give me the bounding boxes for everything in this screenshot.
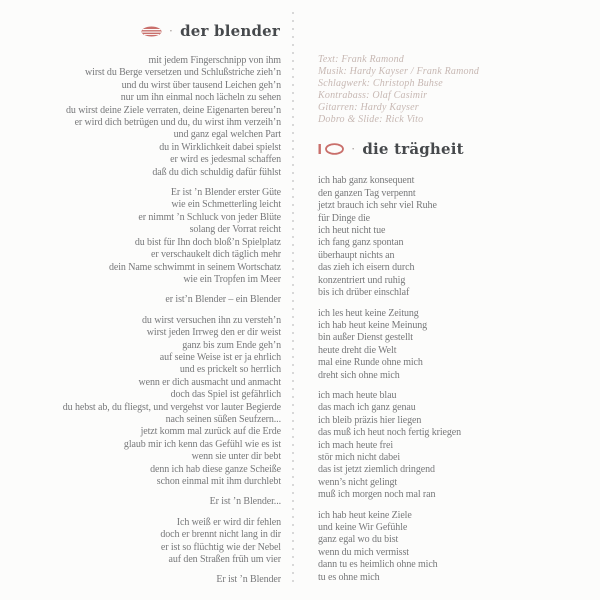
text-line: ganz bis zum Ende geh’n (182, 339, 281, 351)
text-line: wirst jeden Irrweg den er dir weist (146, 327, 281, 339)
text-line: auf den Straßen früh um vier (168, 554, 281, 566)
title-separator: · (351, 141, 356, 157)
text-line: nach seinen süßen Seufzern... (165, 413, 281, 425)
text-line: wirst du Berge versetzen und Schlußstriche zieh’n (85, 67, 281, 79)
text-line: wenn er dich ausmacht und anmacht (138, 376, 281, 388)
song-section-die-traegheit (318, 54, 584, 584)
text-line: ich bleib präzis hier liegen (318, 414, 422, 426)
text-line: wenn’s nicht gelingt (318, 476, 398, 488)
text-line: wie ein Tropfen im Meer (183, 273, 281, 285)
text-line: auf seine Weise ist er ja ehrlich (159, 351, 281, 363)
stanza (0, 496, 281, 508)
ring-and-bar-icon (318, 143, 344, 155)
stanza (318, 510, 584, 584)
song-section-der-blender (0, 22, 281, 587)
text-line: tu es ohne mich (318, 571, 380, 583)
text-line: für Dinge die (318, 212, 371, 224)
text-line: ich mach heute frei (318, 439, 394, 451)
text-line: er nimmt ’n Schluck von jeder Blüte (138, 211, 281, 223)
text-line: du wirst deine Ziele verraten, deine Eigenarten bereu’n (66, 104, 281, 116)
text-line: ich hab heut keine Ziele (318, 509, 412, 521)
text-line: jetzt brauch ich sehr viel Ruhe (318, 200, 437, 212)
text-line: ich hab ganz konsequent (318, 175, 415, 187)
text-line: du hebst ab, du fliegst, und vergehst vor lauter Begierde (62, 401, 281, 413)
text-line: Text: Frank Ramond (318, 54, 404, 65)
stanza (0, 55, 281, 179)
text-line: ich hab heut keine Meinung (318, 319, 428, 331)
stanza (0, 315, 281, 489)
striped-ellipse-icon (141, 26, 162, 37)
stanza (0, 294, 281, 306)
text-line: wenn du mich vermisst (318, 546, 409, 558)
text-line: und es prickelt so herrlich (179, 364, 281, 376)
text-line: dann tu es heimlich ohne mich (318, 559, 438, 571)
text-line: solang der Vorrat reicht (189, 224, 281, 236)
text-line: heute dreht die Welt (318, 344, 397, 356)
text-line: du in Wirklichkeit dabei spielst (159, 141, 281, 153)
text-line: mit jedem Fingerschnipp von ihm (148, 55, 281, 66)
text-line: nur um ihn einmal noch lächeln zu sehen (120, 92, 281, 104)
dotted-divider (292, 12, 294, 588)
title-separator: · (168, 23, 174, 38)
text-line: bin außer Dienst gestellt (318, 332, 413, 344)
stanza (318, 175, 584, 299)
song-header-der-blender (0, 22, 281, 40)
lyrics-die-traegheit (318, 175, 584, 584)
text-line: schon einmal mit ihm durchlebt (156, 476, 281, 487)
text-line: Dobro & Slide: Rick Vito (318, 113, 424, 125)
text-line: und ganz egal welchen Part (173, 129, 281, 141)
text-line: denn ich hab diese ganze Scheiße (150, 463, 281, 475)
text-line: konzentriert und ruhig (318, 274, 406, 286)
text-line: jetzt komm mal zurück auf die Erde (140, 426, 281, 438)
text-line: und keine Wir Gefühle (318, 522, 408, 533)
text-line: den ganzen Tag verpennt (318, 187, 416, 199)
text-line: Schlagwerk: Christoph Buhse (318, 77, 443, 89)
text-line: mal eine Runde ohne mich (318, 357, 423, 369)
song-title-der-blender: der blender (180, 22, 280, 40)
text-line: ich les heut keine Zeitung (318, 307, 419, 319)
text-line: dreht sich ohne mich (318, 369, 400, 381)
text-line: er wird es jedesmal schaffen (170, 154, 281, 166)
stanza (318, 308, 584, 382)
text-line: das mach ich ganz genau (318, 402, 416, 414)
text-line: Er ist ’n Blender (216, 574, 281, 586)
song-header-die-traegheit (318, 140, 584, 158)
text-line: Ich weiß er wird dir fehlen (176, 516, 281, 528)
text-line: wenn sie unter dir bebt (191, 451, 281, 463)
text-line: ich mach heute blau (318, 389, 397, 401)
text-line: Er ist ’n Blender erster Güte (170, 187, 281, 199)
text-line: ich heut nicht tue (318, 225, 386, 237)
text-line: glaub mir ich kenn das Gefühl wie es ist (123, 438, 281, 450)
text-line: ganz egal wo du bist (318, 534, 399, 546)
text-line: ich fang ganz spontan (318, 237, 404, 249)
text-line: er wird dich betrügen und du, du wirst ihm verzeih’n (74, 117, 281, 129)
text-line: und du wirst über tausend Leichen geh’n (121, 79, 281, 91)
text-line: du bist für Ihn doch bloß’n Spielplatz (134, 236, 281, 248)
stanza (0, 187, 281, 286)
text-line: Musik: Hardy Kayser / Frank Ramond (318, 65, 480, 77)
credits-list (318, 54, 584, 125)
text-line: das muß ich heut noch fertig kriegen (318, 427, 462, 439)
stanza (318, 390, 584, 502)
text-line: bis ich drüber einschlaf (318, 287, 410, 299)
stanza (0, 517, 281, 567)
text-line: dein Name schwimmt in seinem Wortschatz (108, 261, 281, 273)
text-line: überhaupt nichts an (318, 249, 395, 261)
text-line: Er ist ’n Blender... (209, 496, 281, 508)
text-line: muß ich morgen noch mal ran (318, 489, 436, 501)
text-line: wie ein Schmetterling leicht (171, 199, 281, 211)
text-line: daß du dich schuldig dafür fühlst (152, 166, 281, 178)
song-title-die-traegheit: die trägheit (362, 140, 464, 159)
text-line: stör mich nicht dabei (318, 451, 401, 463)
text-line: du wirst versuchen ihn zu versteh’n (142, 314, 281, 326)
text-line: er verschaukelt dich täglich mehr (151, 249, 281, 261)
text-line: er ist’n Blender – ein Blender (165, 294, 281, 306)
text-line: doch das Spiel ist gefährlich (170, 389, 281, 401)
stanza (0, 574, 281, 586)
lyrics-der-blender (0, 55, 281, 587)
text-line: das ist jetzt ziemlich dringend (318, 464, 435, 476)
text-line: Gitarren: Hardy Kayser (318, 101, 419, 113)
text-line: das zieh ich eisern durch (318, 262, 415, 274)
text-line: er ist so flüchtig wie der Nebel (160, 541, 281, 553)
text-line: Kontrabass: Olaf Casimir (318, 89, 428, 101)
text-line: doch er brennt nicht lang in dir (160, 529, 281, 541)
